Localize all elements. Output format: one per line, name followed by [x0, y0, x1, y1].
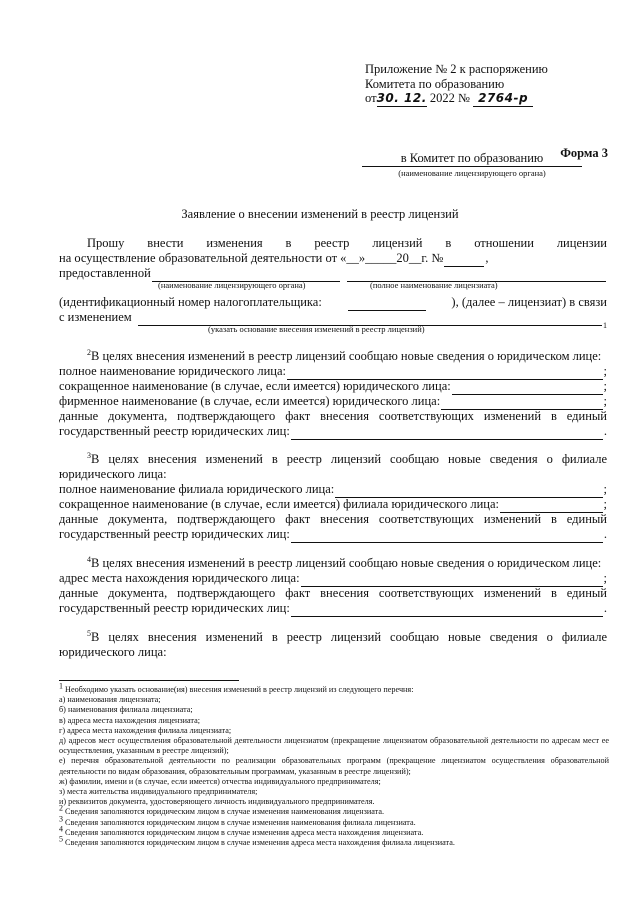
section-3-lead: $^3$В целях внесения изменений в реестр лицензий сообщаю новые сведения о филиале [87, 450, 607, 466]
appendix-line-1: Приложение № 2 к распоряжению [365, 62, 548, 76]
section-5-lead-cont: юридического лица: [59, 645, 167, 659]
section-4-doc-line: данные документа, подтверждающего факт внесения соответствующих изменений в единый [59, 586, 607, 600]
footnote-1-d: г) адреса места нахождения филиала лицензиата; [59, 725, 232, 735]
intro-line-4: (идентификационный номер налогоплательщика: ), (далее – лицензиат) в связи [59, 295, 607, 309]
footnote-1-a: а) наименования лицензиата; [59, 695, 161, 705]
intro-line-2: на осуществление образовательной деятельности от «__»_____20__г. № , [59, 251, 489, 265]
section-2-row-3: фирменное наименование (в случае, если имеется) юридического лица: ; [59, 394, 607, 408]
section-3-doc-line: данные документа, подтверждающего факт внесения соответствующих изменений в единый [59, 512, 607, 526]
license-number-field[interactable] [444, 255, 484, 267]
intro-line-3: предоставленной [59, 266, 607, 282]
footnote-1-h: з) места жительства индивидуального предпринимателя; [59, 787, 258, 797]
section-2-lead: $^2$В целях внесения изменений в реестр лицензий сообщаю новые сведения о юридическом лице: [87, 347, 602, 363]
footnote-3: $^3$ Сведения заполняются юридическим лицом в случае изменения наименования филиала лицензиата. [59, 813, 416, 827]
date-prefix: от [365, 91, 377, 105]
section-2-row-2: сокращенное наименование (в случае, если имеется) юридического лица: ; [59, 379, 607, 393]
handwritten-date: 30. 12. [376, 91, 427, 105]
section-5-lead: $^5$В целях внесения изменений в реестр лицензий сообщаю новые сведения о филиале [87, 628, 607, 644]
section-3-row-1: полное наименование филиала юридического лица: ; [59, 482, 607, 496]
addressee-field[interactable]: в Комитет по образованию [362, 150, 582, 167]
footnote-1-i: и) реквизитов документа, удостоверяющего личность индивидуального предпринимателя. [59, 797, 375, 807]
footnote-divider [59, 680, 239, 681]
footnote-2: $^2$ Сведения заполняются юридическим лицом в случае изменения наименования лицензиата. [59, 803, 385, 817]
section-3-registry-row: государственный реестр юридических лиц: . [59, 527, 607, 541]
intro-line-1: Прошу внести изменения в реестр лицензий в отношении лицензии [87, 236, 607, 250]
branch-short-name-field[interactable] [500, 501, 603, 513]
document-title: Заявление о внесении изменений в реестр лицензий [181, 207, 459, 221]
footnote-4: $^4$ Сведения заполняются юридическим лицом в случае изменения адреса места нахождения лицензиата. [59, 824, 424, 837]
caption-change-reason: (указать основание внесения изменений в реестр лицензий) [208, 324, 425, 334]
footnote-1: $^1$ Необходимо указать основание(ия) внесения изменений в реестр лицензий из следующего перечня: [59, 681, 414, 694]
footnote-5: $^5$ Сведения заполняются юридическим лицом в случае изменения адреса места нахождения филиала лицензиата. [59, 834, 455, 848]
intro-line-5: с изменением 1 [59, 310, 607, 330]
section-2-doc-line: данные документа, подтверждающего факт внесения соответствующих изменений в единый [59, 409, 607, 423]
footnote-1-g: ж) фамилии, имени и (в случае, если имеется) отчества индивидуального предпринимателя; [59, 776, 381, 786]
footnote-1-b: б) наименования филиала лицензиата; [59, 705, 193, 715]
addressee-caption: (наименование лицензирующего органа) [398, 168, 546, 178]
registry-doc-field[interactable] [291, 428, 603, 440]
caption-licensee-name: (полное наименование лицензиата) [370, 280, 498, 290]
appendix-date-line [365, 91, 533, 107]
footnotes-block [59, 681, 609, 848]
address-field[interactable] [301, 575, 603, 587]
footnote-1-f: е) перечня образовательной деятельности по реализации образовательных программ (прекращение лицензиатом осуществления образовательной деятельности по видам образования, образовательным программам, указанным в реестре лицензий); [59, 756, 609, 776]
section-2-row-1: полное наименование юридического лица: ; [59, 364, 607, 378]
caption-licensing-authority: (наименование лицензирующего органа) [158, 280, 306, 290]
full-name-field[interactable] [287, 368, 603, 380]
address-registry-doc-field[interactable] [291, 605, 603, 617]
branch-full-name-field[interactable] [335, 486, 602, 498]
section-4-registry-row: государственный реестр юридических лиц: . [59, 601, 607, 615]
footnote-1-c: в) адреса места нахождения лицензиата; [59, 715, 201, 725]
section-3-lead-cont: юридического лица: [59, 467, 167, 481]
footnote-1-e: д) адресов мест осуществления образовательной деятельности лицензиатом (прекращение лицензиатом образовательной деятельности по адресам мест ее осуществления, указанным в реестре лицензий); [59, 736, 609, 756]
short-name-field[interactable] [452, 383, 603, 395]
year-text: 2022 № [429, 91, 470, 105]
handwritten-number: 2764-р [473, 91, 533, 107]
branch-registry-doc-field[interactable] [291, 531, 603, 543]
inn-field[interactable] [348, 299, 426, 311]
appendix-line-2: Комитета по образованию [365, 77, 505, 91]
section-3-row-2: сокращенное наименование (в случае, если имеется) филиала юридического лица: ; [59, 497, 607, 511]
section-2-registry-row: государственный реестр юридических лиц: . [59, 424, 607, 438]
brand-name-field[interactable] [441, 398, 602, 410]
section-4-lead: $^4$В целях внесения изменений в реестр лицензий сообщаю новые сведения о юридическом лице: [87, 554, 602, 570]
section-4-row-1: адрес места нахождения юридического лица: ; [59, 571, 607, 585]
form-label: Форма 3 [560, 146, 608, 160]
